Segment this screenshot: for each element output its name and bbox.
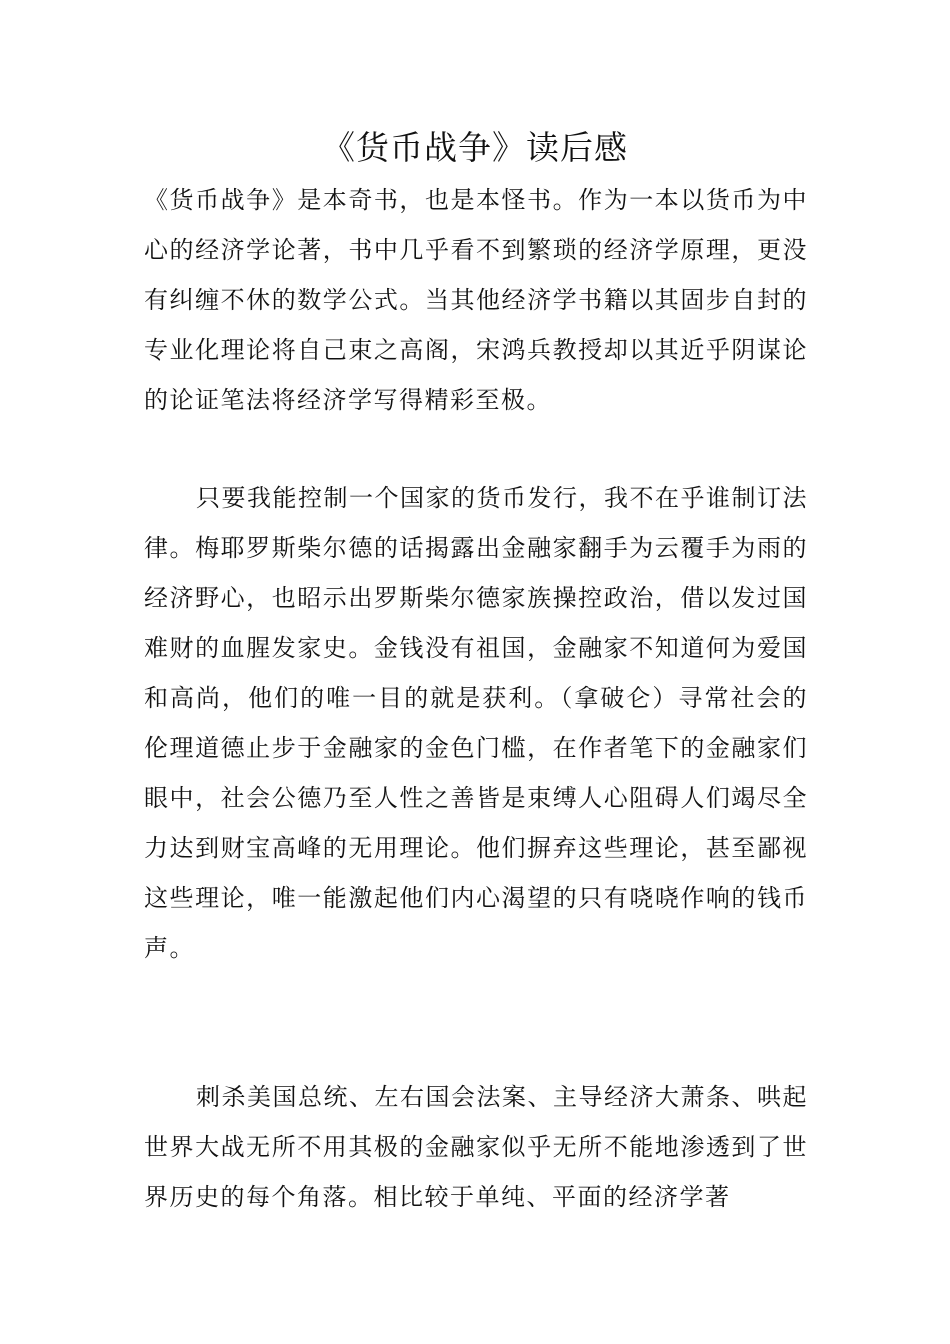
- paragraph-intro: 《货币战争》是本奇书，也是本怪书。作为一本以货币为中心的经济学论著，书中几乎看不到繁琐的经济学原理，更没有纠缠不休的数学公式。当其他经济学书籍以其固步自封的专业化理论将自己束之高阁，宋鸿兵教授却以其近乎阴谋论的论证笔法将经济学写得精彩至极。: [144, 186, 808, 414]
- paragraph-history: 刺杀美国总统、左右国会法案、主导经济大萧条、哄起世界大战无所不用其极的金融家似乎无所不能地渗透到了世界历史的每个角落。相比较于单纯、平面的经济学著: [144, 1083, 808, 1211]
- paragraph-financiers: 只要我能控制一个国家的货币发行，我不在乎谁制订法律。梅耶罗斯柴尔德的话揭露出金融家翻手为云覆手为雨的经济野心，也昭示出罗斯柴尔德家族操控政治，借以发过国难财的血腥发家史。金钱没有祖国，金融家不知道何为爱国和高尚，他们的唯一目的就是获利。（拿破仑）寻常社会的伦理道德止步于金融家的金色门槛，在作者笔下的金融家们眼中，社会公德乃至人性之善皆是束缚人心阻碍人们竭尽全力达到财宝高峰的无用理论。他们摒弃这些理论，甚至鄙视这些理论，唯一能激起他们内心渴望的只有哓哓作响的钱币声。: [144, 484, 808, 962]
- document-title: 《货币战争》读后感: [322, 128, 628, 167]
